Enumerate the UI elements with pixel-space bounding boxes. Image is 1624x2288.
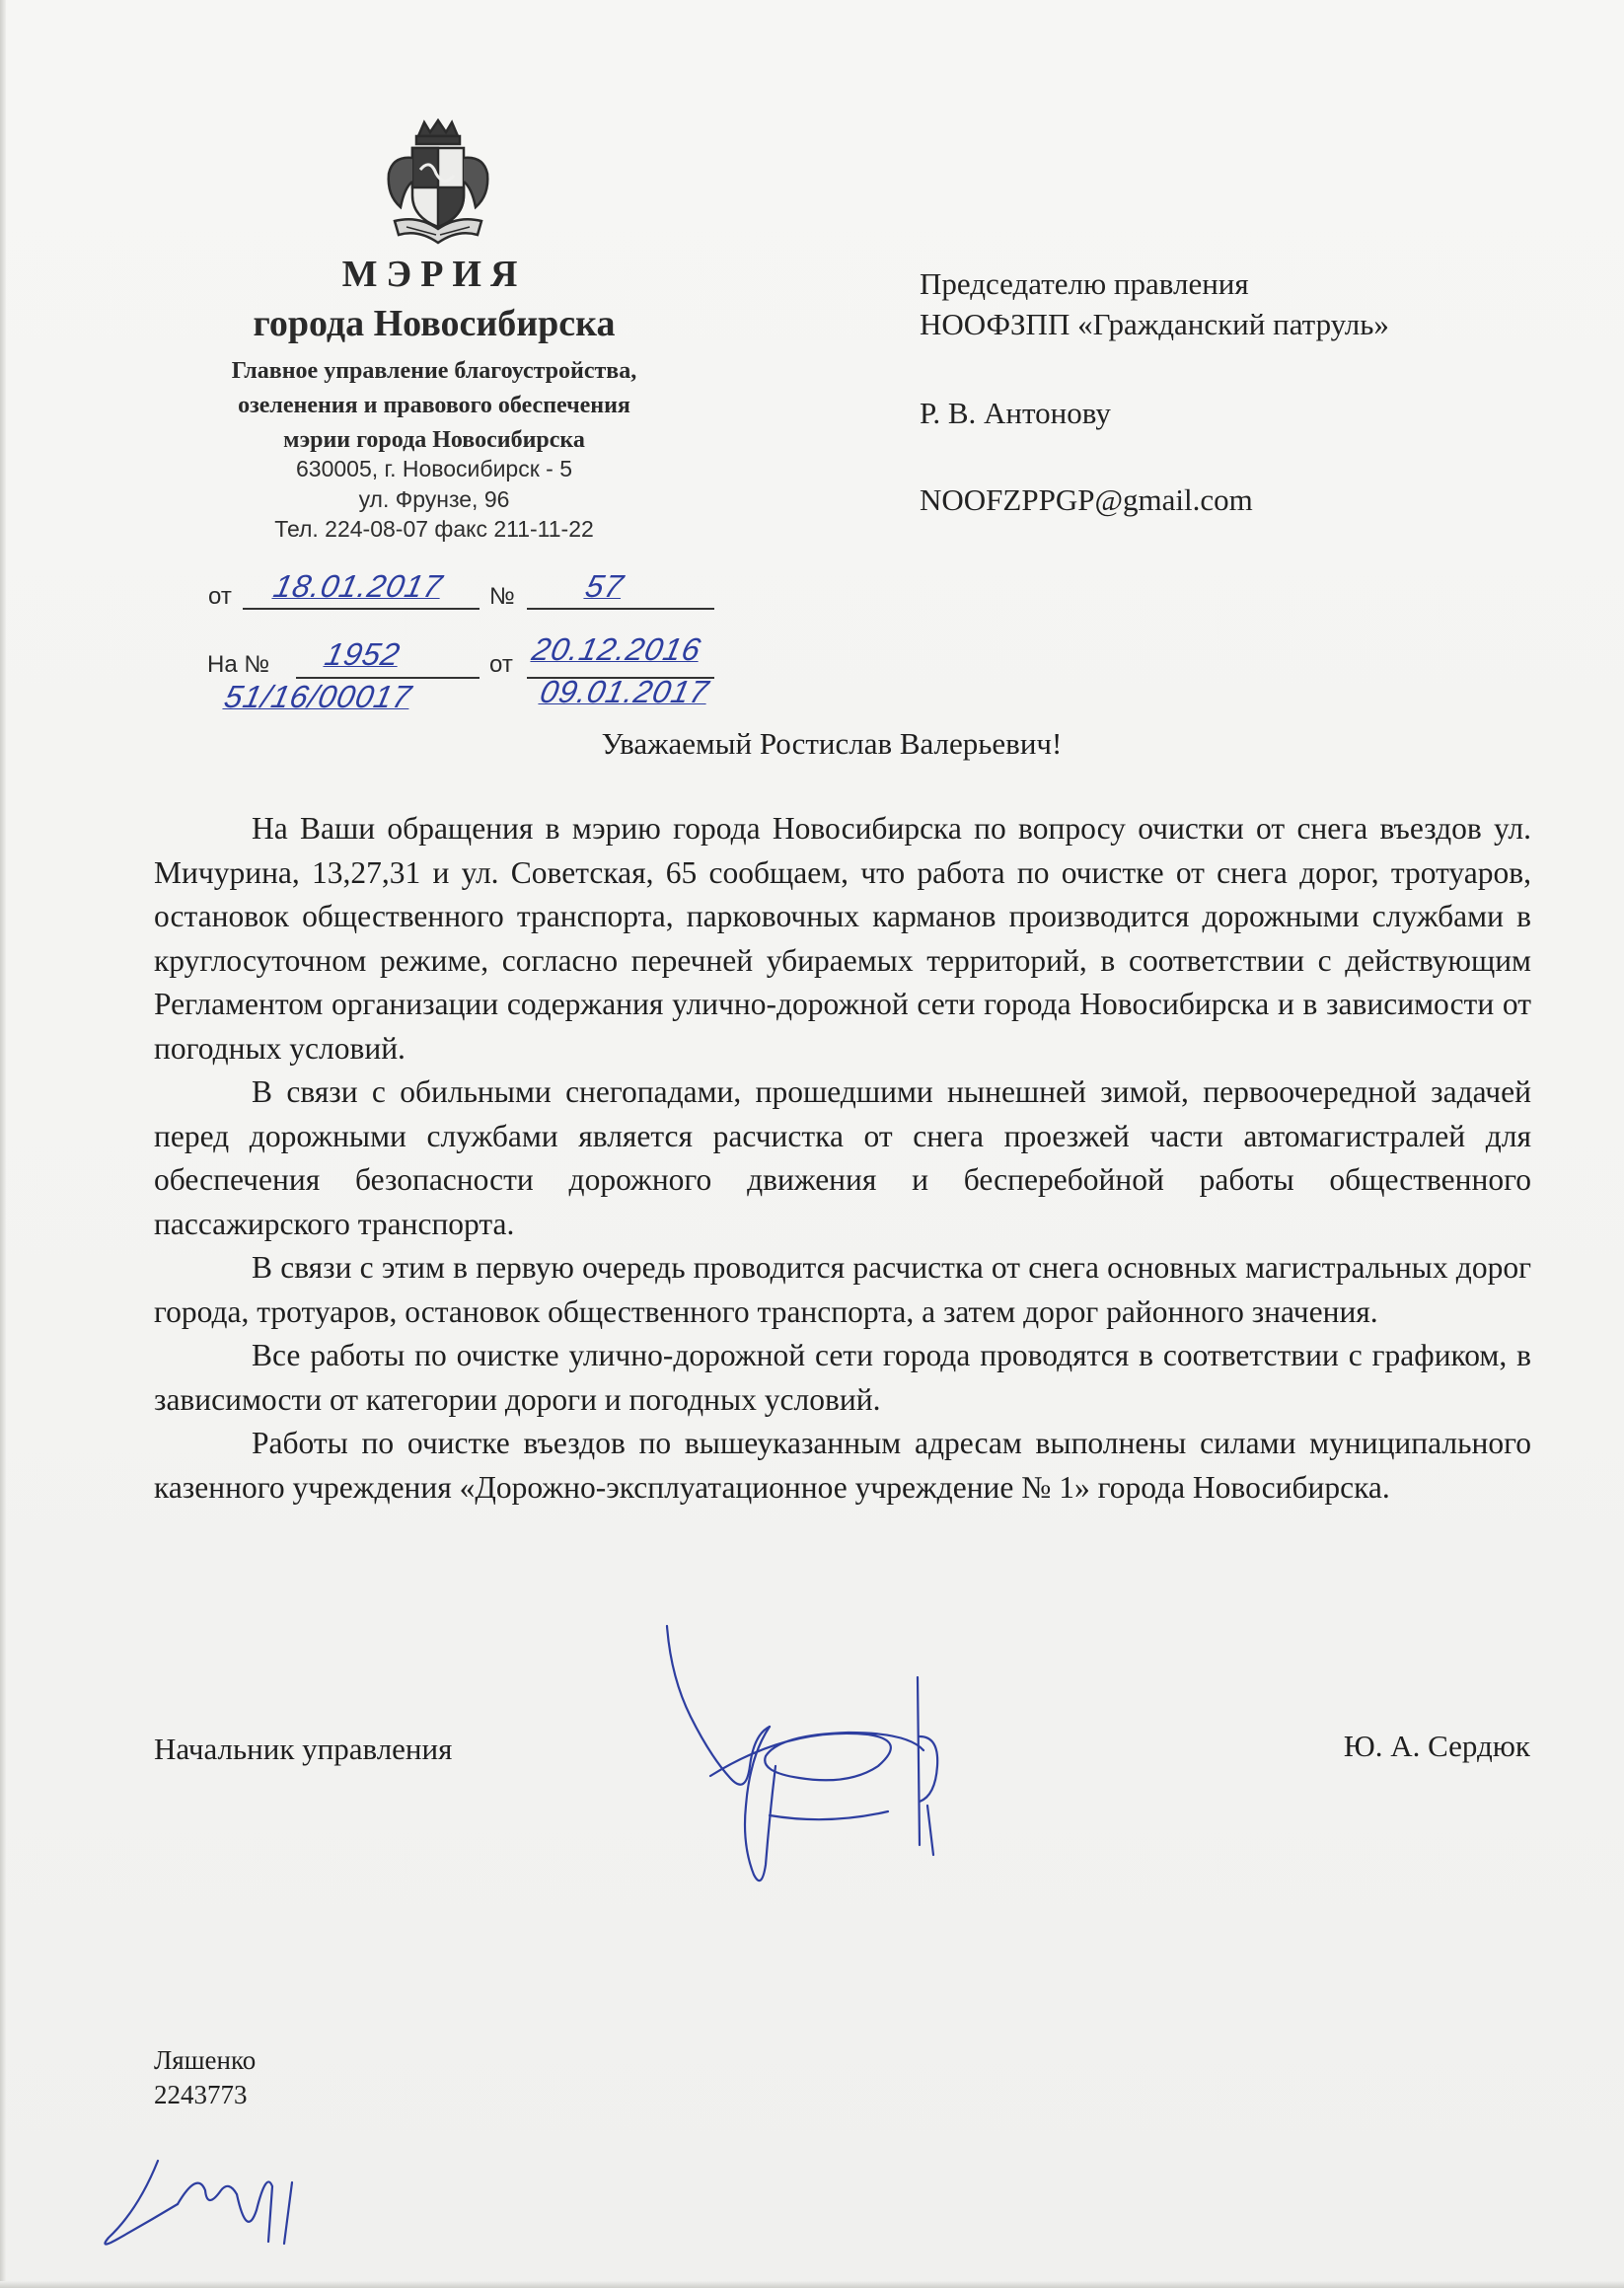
addressee-organization: НООФЗПП «Гражданский патруль» — [920, 307, 1389, 341]
handwritten-signature — [651, 1618, 977, 1904]
scan-edge-left — [0, 0, 6, 2288]
letterhead-dept-line1: Главное управление благоустройства, — [231, 358, 637, 384]
handwritten-initials — [99, 2131, 326, 2250]
letter-body — [154, 807, 1531, 1510]
greeting: Уважаемый Ростислав Валерьевич! — [601, 726, 1063, 761]
reply-from-label: от — [489, 651, 513, 678]
addressee-name: Р. В. Антонову — [920, 396, 1111, 430]
handwritten-reply-number-2: 51/16/00017 — [221, 679, 415, 714]
number-label: № — [489, 583, 515, 610]
handwritten-number: 57 — [582, 568, 627, 604]
paragraph: Работы по очистке въездов по вышеуказанным адресам выполнены силами муниципального казенного учреждения «Дорожно-эксплуатационное учреждение № 1» города Новосибирска. — [154, 1426, 1531, 1505]
signatory-role: Начальник управления — [154, 1732, 453, 1766]
letterhead-phone-line: Тел. 224-08-07 факс 211-11-22 — [274, 516, 594, 542]
letterhead-address-line2: ул. Фрунзе, 96 — [358, 486, 510, 512]
executor-phone: 2243773 — [154, 2080, 248, 2109]
scan-edge-bottom — [0, 2281, 1624, 2288]
number-line — [527, 608, 714, 610]
reply-number-label: На № — [207, 651, 270, 678]
executor-name: Ляшенко — [154, 2045, 257, 2075]
addressee-email: NOOFZPPGP@gmail.com — [920, 482, 1253, 517]
paragraph: В связи с этим в первую очередь проводится расчистка от снега основных магистральных дорог города, тротуаров, остановок общественного транспорта, а затем дорог районного значения. — [154, 1250, 1531, 1329]
letterhead-dept-line2: озеленения и правового обеспечения — [238, 393, 630, 418]
letterhead-address-line1: 630005, г. Новосибирск - 5 — [296, 456, 572, 481]
addressee-position: Председателю правления — [920, 266, 1249, 301]
handwritten-reply-date-2: 09.01.2017 — [537, 674, 713, 709]
handwritten-reply-number-1: 1952 — [322, 636, 405, 672]
letterhead-title: МЭРИЯ — [341, 254, 527, 295]
letterhead-city: города Новосибирска — [253, 303, 616, 344]
handwritten-date: 18.01.2017 — [270, 568, 447, 604]
paragraph: На Ваши обращения в мэрию города Новосибирска по вопросу очистки от снега въездов ул. Мичурина, 13,27,31 и ул. Советская, 65 сообщаем, что работа по очистке от снега дорог, тротуаров, остановок общественного транспорта, парковочных карманов производится дорожными службами в круглосуточном режиме, согласно перечней убираемых территорий, в соответствии с действующим Регламентом организации содержания улично-дорожной сети города Новосибирска и в зависимости от погодных условий. — [154, 811, 1531, 1066]
handwritten-reply-date-1: 20.12.2016 — [529, 631, 705, 667]
date-line — [243, 608, 480, 610]
paragraph: Все работы по очистке улично-дорожной сети города проводятся в соответствии с графиком, в зависимости от категории дороги и погодных условий. — [154, 1338, 1531, 1417]
paragraph: В связи с обильными снегопадами, прошедшими нынешней зимой, первоочередной задачей перед дорожными службами является расчистка от снега проезжей части автомагистралей для обеспечения безопасности дорожного движения и бесперебойной работы общественного пассажирского транспорта. — [154, 1074, 1531, 1241]
coat-of-arms-icon — [379, 118, 497, 252]
letterhead-dept-line3: мэрии города Новосибирска — [283, 427, 585, 453]
from-label: от — [208, 583, 232, 610]
signatory-name: Ю. А. Сердюк — [1343, 1729, 1530, 1763]
